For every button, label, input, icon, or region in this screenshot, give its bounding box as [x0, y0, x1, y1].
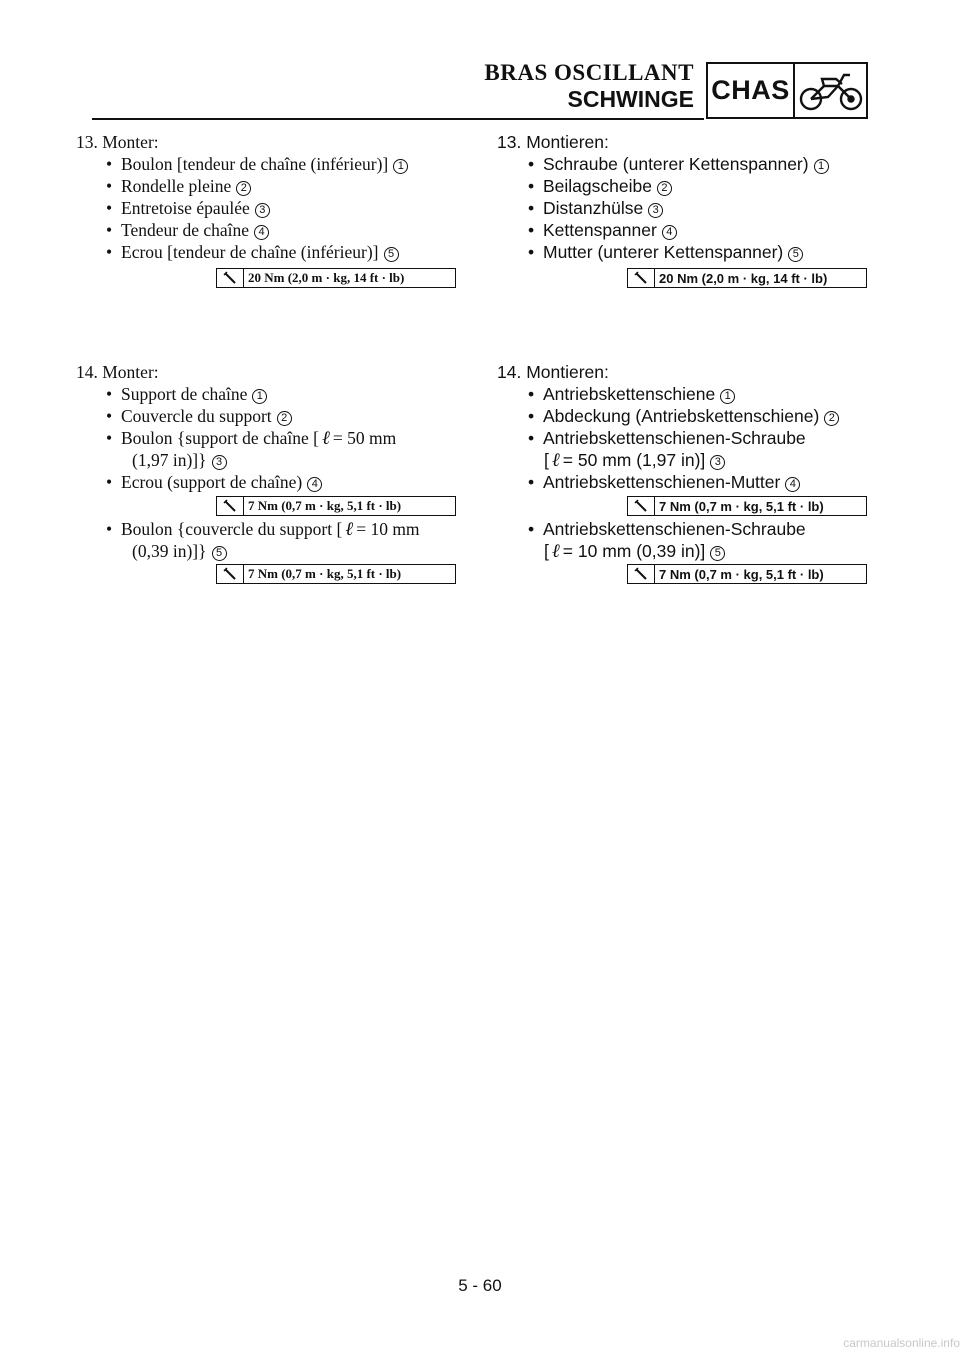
list-item: • Mutter (unterer Kettenspanner) 5: [528, 242, 803, 263]
ref-number: 2: [824, 411, 839, 426]
ref-number: 2: [657, 181, 672, 196]
list-item: • Couvercle du support 2: [106, 406, 292, 427]
list-item: • Tendeur de chaîne 4: [106, 220, 269, 241]
list-item-continuation: [ ℓ = 50 mm (1,97 in)] 3: [544, 450, 725, 472]
ref-number: 3: [710, 455, 725, 470]
ref-number: 4: [307, 477, 322, 492]
list-item: • Boulon {support de chaîne [ ℓ = 50 mm: [106, 428, 397, 449]
ref-number: 1: [720, 389, 735, 404]
column-de: [497, 0, 872, 600]
step-13-heading-de: [497, 132, 609, 153]
torque-wrench-icon: [628, 269, 655, 287]
page-number: 5 - 60: [458, 1276, 502, 1295]
column-fr: [76, 0, 460, 600]
list-item: • Boulon [tendeur de chaîne (inférieur)] 1: [106, 154, 408, 175]
ref-number: 2: [277, 411, 292, 426]
length-symbol-icon: ℓ: [551, 450, 560, 471]
torque-spec: 7 Nm (0,7 m · kg, 5,1 ft · lb): [627, 496, 867, 516]
watermark: carmanualsonline.info: [843, 1336, 960, 1350]
step-13-heading-fr: [76, 132, 159, 153]
ref-number: 5: [710, 546, 725, 561]
list-item: • Rondelle pleine 2: [106, 176, 251, 197]
ref-number: 4: [662, 225, 677, 240]
ref-number: 4: [785, 477, 800, 492]
step-14-heading-de: [497, 362, 609, 383]
ref-number: 5: [788, 247, 803, 262]
ref-number: 1: [393, 159, 408, 174]
torque-spec: 20 Nm (2,0 m · kg, 14 ft · lb): [216, 268, 456, 288]
torque-spec: 20 Nm (2,0 m · kg, 14 ft · lb): [627, 268, 867, 288]
list-item-continuation: (0,39 in)]} 5: [132, 541, 227, 562]
torque-spec: 7 Nm (0,7 m · kg, 5,1 ft · lb): [216, 564, 456, 584]
list-item: • Antriebskettenschiene 1: [528, 384, 735, 405]
torque-wrench-icon: [628, 497, 655, 515]
list-item: • Entretoise épaulée 3: [106, 198, 270, 219]
list-item: • Boulon {couvercle du support [ ℓ = 10 mm: [106, 519, 420, 540]
torque-spec: 7 Nm (0,7 m · kg, 5,1 ft · lb): [627, 564, 867, 584]
step-title: Monter:: [102, 132, 159, 152]
step-number: 14.: [497, 362, 522, 382]
step-number: 14.: [76, 362, 98, 382]
list-item-continuation: (1,97 in)]} 3: [132, 450, 227, 471]
torque-wrench-icon: [217, 497, 244, 515]
torque-wrench-icon: [217, 565, 244, 583]
ref-number: 3: [212, 455, 227, 470]
list-item: • Support de chaîne 1: [106, 384, 267, 405]
ref-number: 3: [648, 203, 663, 218]
list-item: • Ecrou (support de chaîne) 4: [106, 472, 322, 493]
list-item: • Distanzhülse 3: [528, 198, 663, 219]
header-title-de: SCHWINGE: [567, 86, 694, 112]
step-title: Montieren:: [526, 362, 609, 382]
list-item-continuation: [ ℓ = 10 mm (0,39 in)] 5: [544, 541, 725, 563]
step-number: 13.: [497, 132, 522, 152]
list-item: • Antriebskettenschienen-Schraube: [528, 519, 806, 539]
list-item: • Antriebskettenschienen-Mutter 4: [528, 472, 800, 493]
list-item: • Schraube (unterer Kettenspanner) 1: [528, 154, 829, 175]
torque-wrench-icon: [217, 269, 244, 287]
torque-spec: 7 Nm (0,7 m · kg, 5,1 ft · lb): [216, 496, 456, 516]
step-title: Monter:: [102, 362, 159, 382]
torque-wrench-icon: [628, 565, 655, 583]
ref-number: 4: [254, 225, 269, 240]
step-title: Montieren:: [526, 132, 609, 152]
length-symbol-icon: ℓ: [321, 428, 330, 449]
step-14-heading-fr: [76, 362, 159, 383]
list-item: • Kettenspanner 4: [528, 220, 677, 241]
ref-number: 1: [814, 159, 829, 174]
step-number: 13.: [76, 132, 98, 152]
ref-number: 3: [255, 203, 270, 218]
list-item: • Beilagscheibe 2: [528, 176, 672, 197]
list-item: • Ecrou [tendeur de chaîne (inférieur)] 5: [106, 242, 399, 263]
length-symbol-icon: ℓ: [551, 541, 560, 562]
section-label: CHAS: [711, 75, 790, 105]
length-symbol-icon: ℓ: [345, 519, 354, 540]
ref-number: 5: [212, 546, 227, 561]
list-item: • Antriebskettenschienen-Schraube: [528, 428, 806, 448]
ref-number: 5: [384, 247, 399, 262]
ref-number: 1: [252, 389, 267, 404]
ref-number: 2: [236, 181, 251, 196]
header-title-fr: BRAS OSCILLANT: [484, 60, 694, 85]
list-item: • Abdeckung (Antriebskettenschiene) 2: [528, 406, 839, 427]
